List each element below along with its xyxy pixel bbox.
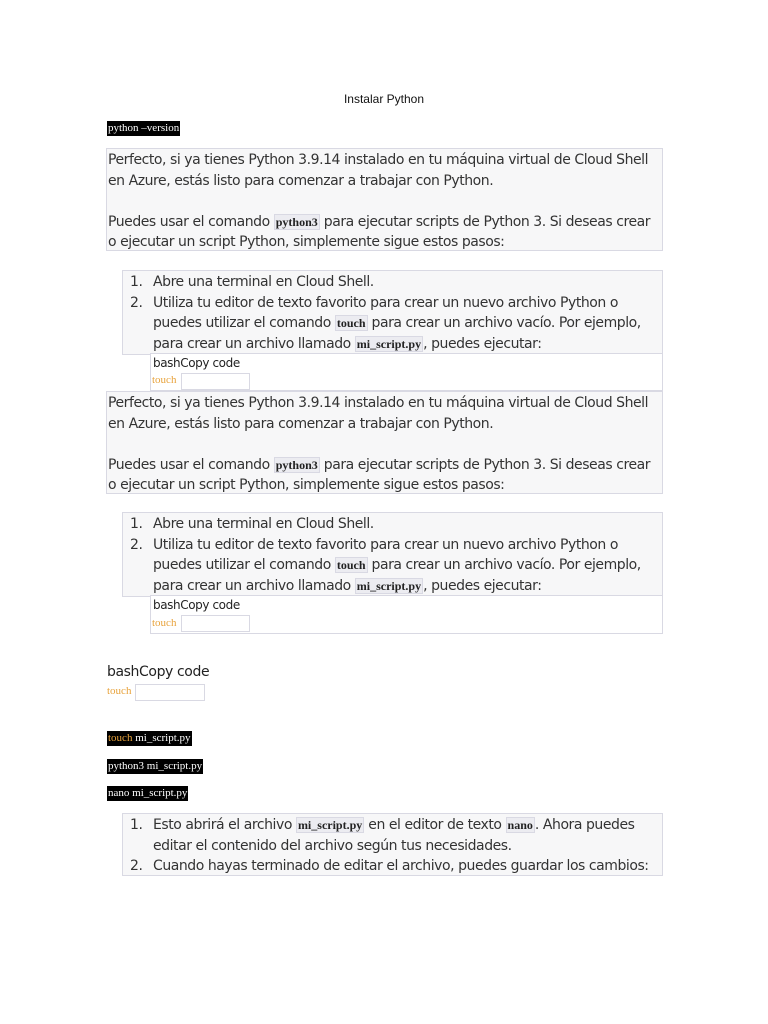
code-language-label-large: bashCopy code xyxy=(107,664,210,680)
inline-code-python3: python3 xyxy=(275,214,318,229)
inline-code-touch: touch xyxy=(336,316,366,330)
code-keyword: touch xyxy=(107,685,132,697)
response-block-2 xyxy=(106,391,663,494)
code-language-label: bashCopy code xyxy=(153,356,240,370)
code-block-2 xyxy=(150,595,663,634)
response-paragraph: Perfecto, si ya tienes Python 3.9.14 instalado en tu máquina virtual de Cloud Shell en Azure, estás listo para comenzar a trabajar con Python. xyxy=(108,152,649,189)
final-steps-list xyxy=(122,813,663,876)
steps-list-1 xyxy=(122,270,663,355)
code-language-label: bashCopy code xyxy=(153,598,240,612)
code-input-field[interactable] xyxy=(181,615,250,632)
list-item: 2. Utiliza tu editor de texto favorito para crear un nuevo archivo Python o puedes utilizar el comando touch para crear un archivo vacío. Por ejemplo, para crear un archivo llamado mi_script.py , puedes ejecutar: xyxy=(130,536,641,594)
response-paragraph: Perfecto, si ya tienes Python 3.9.14 instalado en tu máquina virtual de Cloud Shell en Azure, estás listo para comenzar a trabajar con Python. xyxy=(108,395,649,432)
page-title: Instalar Python xyxy=(343,92,425,106)
inline-code-nano: nano xyxy=(507,818,533,832)
command-python-version[interactable]: python –version xyxy=(108,122,180,134)
code-input-field[interactable] xyxy=(181,373,250,390)
steps-list-2 xyxy=(122,512,663,597)
inline-code-filename: mi_script.py xyxy=(297,818,363,832)
inline-code-filename: mi_script.py xyxy=(356,578,422,593)
inline-code-python3: python3 xyxy=(275,457,318,472)
command-nano-edit[interactable]: nano mi_script.py xyxy=(108,787,188,799)
code-input-field[interactable] xyxy=(135,684,205,701)
list-item: 2. Cuando hayas terminado de editar el archivo, puedes guardar los cambios: xyxy=(130,858,649,874)
inline-code-touch: touch xyxy=(336,558,366,572)
list-item: 1. Esto abrirá el archivo mi_script.py en el editor de texto nano . Ahora puedes editar el contenido del archivo según tus necesidades. xyxy=(130,817,635,854)
response-paragraph-2: Puedes usar el comando python3 para ejecutar scripts de Python 3. Si deseas crear o ejecutar un script Python, simplemente sigue estos pasos: xyxy=(108,213,651,250)
inline-code-filename: mi_script.py xyxy=(356,336,422,351)
code-block-1 xyxy=(150,353,663,391)
list-item: 1. Abre una terminal en Cloud Shell. xyxy=(130,516,374,532)
response-block-1 xyxy=(106,148,663,251)
list-item: 1. Abre una terminal en Cloud Shell. xyxy=(130,274,374,290)
command-python3-run[interactable]: python3 mi_script.py xyxy=(108,760,203,772)
response-paragraph-2: Puedes usar el comando python3 para ejecutar scripts de Python 3. Si deseas crear o ejecutar un script Python, simplemente sigue estos pasos: xyxy=(108,456,651,493)
code-keyword: touch xyxy=(152,374,177,386)
code-keyword: touch xyxy=(152,617,177,629)
list-item: 2. Utiliza tu editor de texto favorito para crear un nuevo archivo Python o puedes utilizar el comando touch para crear un archivo vacío. Por ejemplo, para crear un archivo llamado mi_script.py , puedes ejecutar: xyxy=(130,294,641,352)
command-touch-script[interactable]: touch mi_script.py xyxy=(108,732,191,744)
